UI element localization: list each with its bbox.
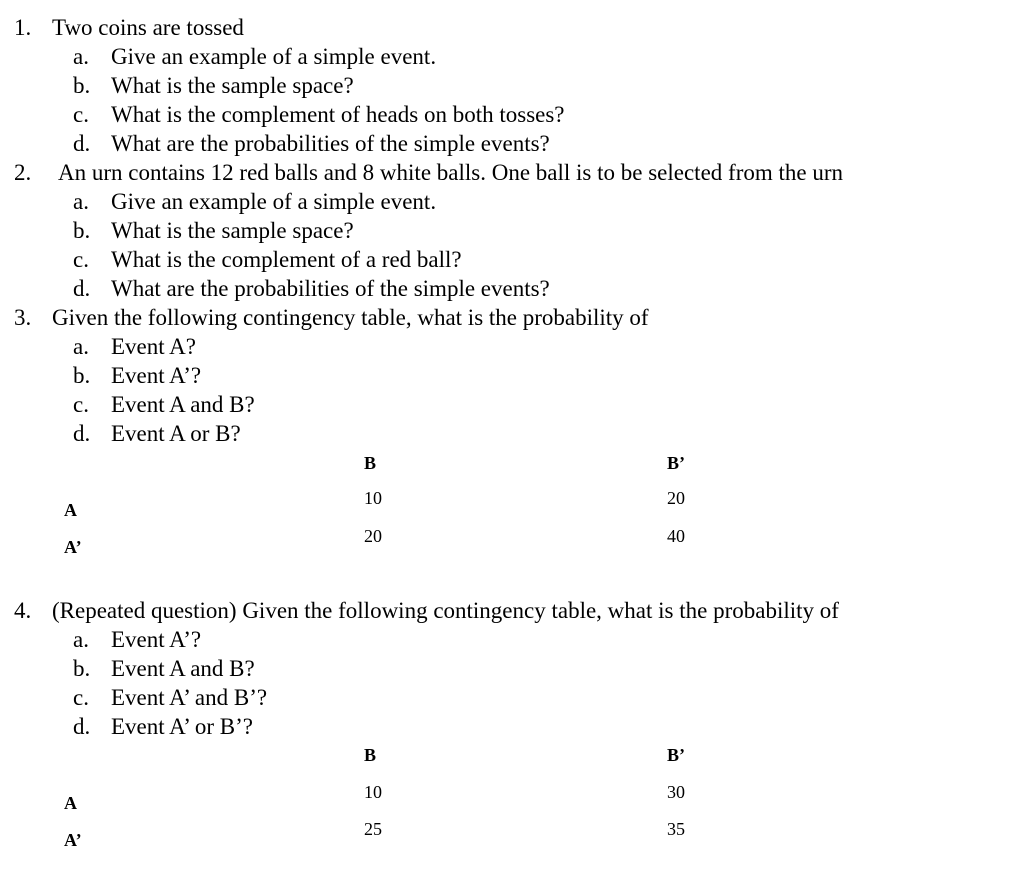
row-header: A’ — [64, 537, 82, 557]
table-cell: 20 — [364, 526, 382, 546]
column-header: B’ — [667, 745, 685, 765]
column-header: B — [364, 745, 377, 765]
table-cell: 30 — [667, 782, 685, 802]
part-letter: a. — [73, 44, 89, 69]
part-letter: b. — [73, 656, 91, 681]
part-text: What is the sample space? — [111, 218, 354, 243]
part-text: Event A and B? — [111, 656, 255, 681]
part-text: Event A’? — [111, 363, 202, 388]
table-cell: 10 — [364, 782, 382, 802]
part-text: What are the probabilities of the simple events? — [111, 131, 550, 156]
part-letter: d. — [73, 276, 91, 301]
part-text: What is the complement of heads on both tosses? — [111, 102, 565, 127]
part-text: Event A and B? — [111, 392, 255, 417]
part-letter: b. — [73, 218, 91, 243]
part-text: Event A’? — [111, 627, 202, 652]
question-number: 1. — [14, 15, 32, 40]
part-text: Give an example of a simple event. — [111, 44, 437, 69]
row-header: A — [64, 500, 77, 520]
part-text: What are the probabilities of the simple events? — [111, 276, 550, 301]
part-text: Event A’ and B’? — [111, 685, 268, 710]
part-letter: c. — [73, 102, 89, 127]
table-cell: 40 — [667, 526, 685, 546]
part-letter: d. — [73, 714, 91, 739]
question-text: (Repeated question) Given the following contingency table, what is the probability of — [52, 598, 839, 623]
part-letter: c. — [73, 685, 89, 710]
part-text: Give an example of a simple event. — [111, 189, 437, 214]
part-text: Event A’ or B’? — [111, 714, 254, 739]
question-text: Given the following contingency table, what is the probability of — [52, 305, 649, 330]
part-letter: c. — [73, 247, 89, 272]
table-cell: 10 — [364, 488, 382, 508]
table-cell: 20 — [667, 488, 685, 508]
column-header: B’ — [667, 453, 685, 473]
part-letter: b. — [73, 73, 91, 98]
part-letter: a. — [73, 334, 89, 359]
part-text: What is the complement of a red ball? — [111, 247, 462, 272]
question-number: 2. — [14, 160, 32, 185]
part-letter: d. — [73, 421, 91, 446]
column-header: B — [364, 453, 377, 473]
table-cell: 25 — [364, 819, 382, 839]
question-text: Two coins are tossed — [52, 15, 244, 40]
question-number: 3. — [14, 305, 32, 330]
question-text: An urn contains 12 red balls and 8 white balls. One ball is to be selected from the urn — [58, 160, 843, 185]
part-text: What is the sample space? — [111, 73, 354, 98]
part-letter: a. — [73, 189, 89, 214]
part-letter: d. — [73, 131, 91, 156]
table-cell: 35 — [667, 819, 685, 839]
part-letter: b. — [73, 363, 91, 388]
row-header: A’ — [64, 830, 82, 850]
part-letter: a. — [73, 627, 89, 652]
row-header: A — [64, 793, 77, 813]
part-letter: c. — [73, 392, 89, 417]
part-text: Event A or B? — [111, 421, 241, 446]
part-text: Event A? — [111, 334, 196, 359]
question-number: 4. — [14, 598, 32, 623]
